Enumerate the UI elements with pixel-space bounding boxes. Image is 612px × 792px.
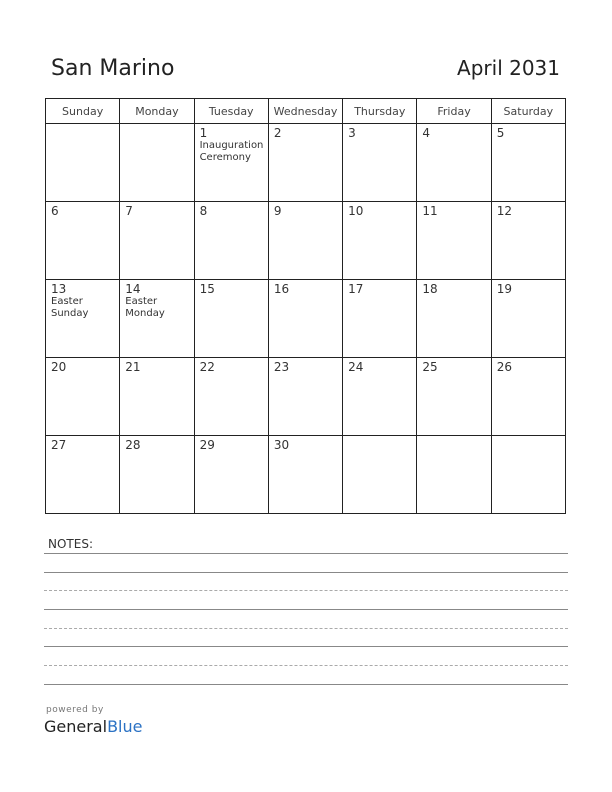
calendar-day-cell xyxy=(417,124,491,202)
calendar-day-cell xyxy=(417,280,491,358)
calendar-day-cell xyxy=(120,124,194,202)
day-cell-content xyxy=(417,124,490,142)
day-cell-content xyxy=(269,124,342,142)
day-cell-content xyxy=(492,436,565,440)
day-number: 11 xyxy=(422,204,438,218)
day-number: 7 xyxy=(125,204,133,218)
holiday-event: Ceremony xyxy=(199,152,251,163)
day-number: 24 xyxy=(348,360,364,374)
logo-text-general: General xyxy=(44,717,108,736)
calendar-day-cell xyxy=(268,280,342,358)
notes-line xyxy=(44,609,568,610)
notes-line xyxy=(44,590,568,591)
calendar-day-cell xyxy=(491,124,565,202)
day-number: 26 xyxy=(496,360,512,374)
day-cell-content xyxy=(492,280,565,298)
calendar-day-cell xyxy=(194,436,268,514)
notes-line xyxy=(44,553,568,554)
weekday-header: Thursday xyxy=(343,99,417,124)
powered-by-text: powered by xyxy=(46,705,104,715)
weekday-header: Monday xyxy=(120,99,194,124)
weekday-header: Friday xyxy=(417,99,491,124)
day-number: 12 xyxy=(496,204,512,218)
calendar-day-cell xyxy=(491,358,565,436)
calendar-day-cell xyxy=(343,436,417,514)
notes-label: NOTES: xyxy=(48,537,93,551)
day-number: 22 xyxy=(199,360,215,374)
calendar-week-row xyxy=(46,280,566,358)
day-cell-content xyxy=(195,358,268,376)
day-number: 8 xyxy=(199,204,208,218)
day-number: 23 xyxy=(273,360,290,374)
day-number: 14 xyxy=(125,282,141,296)
day-number: 13 xyxy=(51,282,67,296)
day-cell-content xyxy=(120,280,193,322)
calendar-day-cell xyxy=(268,436,342,514)
day-cell-content xyxy=(120,358,193,376)
calendar-day-cell xyxy=(120,202,194,280)
calendar-day-cell xyxy=(120,358,194,436)
calendar-day-cell xyxy=(417,436,491,514)
notes-line xyxy=(44,646,568,647)
calendar-day-cell xyxy=(268,358,342,436)
calendar-day-cell xyxy=(491,202,565,280)
day-number: 21 xyxy=(125,360,141,374)
day-cell-content xyxy=(120,436,193,454)
calendar-day-cell xyxy=(343,202,417,280)
day-cell-content xyxy=(492,124,565,142)
day-number: 27 xyxy=(51,438,67,452)
day-number: 2 xyxy=(273,126,282,140)
day-cell-content xyxy=(417,358,490,376)
day-number: 16 xyxy=(273,282,290,296)
day-cell-content xyxy=(343,280,416,298)
day-cell-content xyxy=(417,436,490,440)
weekday-header: Sunday xyxy=(46,99,120,124)
day-cell-content xyxy=(195,436,268,454)
day-cell-content xyxy=(46,124,119,128)
calendar-day-cell xyxy=(343,358,417,436)
day-number: 1 xyxy=(199,126,208,140)
notes-line xyxy=(44,665,568,666)
day-cell-content xyxy=(417,280,490,298)
day-cell-content xyxy=(195,124,268,166)
day-number: 3 xyxy=(348,126,356,140)
calendar-day-cell xyxy=(46,202,120,280)
notes-line xyxy=(44,572,568,573)
notes-line xyxy=(44,684,568,685)
calendar-country-title: San Marino xyxy=(51,56,175,81)
calendar-day-cell xyxy=(491,280,565,358)
calendar-day-cell xyxy=(194,358,268,436)
day-number: 28 xyxy=(125,438,141,452)
calendar-day-cell xyxy=(417,358,491,436)
day-number: 4 xyxy=(422,126,431,140)
day-number: 15 xyxy=(199,282,215,296)
calendar-day-cell xyxy=(194,124,268,202)
generalblue-logo xyxy=(44,717,142,736)
calendar-week-row xyxy=(46,124,566,202)
calendar-month-title: April 2031 xyxy=(457,56,560,80)
day-cell-content xyxy=(417,202,490,220)
calendar-day-cell xyxy=(417,202,491,280)
day-cell-content xyxy=(46,280,119,322)
calendar-day-cell xyxy=(491,436,565,514)
holiday-event: Easter xyxy=(51,296,83,307)
calendar-day-cell xyxy=(46,436,120,514)
calendar-day-cell xyxy=(46,280,120,358)
calendar-week-row xyxy=(46,436,566,514)
day-cell-content xyxy=(46,436,119,454)
day-number: 19 xyxy=(496,282,512,296)
calendar-week-row xyxy=(46,358,566,436)
day-cell-content xyxy=(343,358,416,376)
holiday-event: Inauguration xyxy=(199,140,264,151)
day-number: 6 xyxy=(51,204,59,218)
holiday-event: Monday xyxy=(125,308,165,319)
day-cell-content xyxy=(269,358,342,376)
notes-line xyxy=(44,628,568,629)
day-cell-content xyxy=(492,358,565,376)
calendar-day-cell xyxy=(343,280,417,358)
day-cell-content xyxy=(343,202,416,220)
day-number: 29 xyxy=(199,438,215,452)
calendar-day-cell xyxy=(268,202,342,280)
weekday-header-row xyxy=(46,99,566,124)
day-number: 25 xyxy=(422,360,438,374)
day-cell-content xyxy=(46,358,119,376)
holiday-event: Sunday xyxy=(51,308,89,319)
day-cell-content xyxy=(269,436,342,454)
holiday-event: Easter xyxy=(125,296,158,307)
calendar-day-cell xyxy=(46,358,120,436)
day-number: 9 xyxy=(273,204,282,218)
day-cell-content xyxy=(269,280,342,298)
weekday-header: Tuesday xyxy=(194,99,268,124)
day-cell-content xyxy=(120,202,193,220)
calendar-week-row xyxy=(46,202,566,280)
day-cell-content xyxy=(46,202,119,220)
day-number: 20 xyxy=(51,360,67,374)
day-cell-content xyxy=(492,202,565,220)
day-cell-content xyxy=(120,124,193,128)
calendar-day-cell xyxy=(343,124,417,202)
logo-text-blue: Blue xyxy=(107,717,143,736)
day-cell-content xyxy=(195,202,268,220)
calendar-day-cell xyxy=(46,124,120,202)
day-cell-content xyxy=(269,202,342,220)
weekday-header: Wednesday xyxy=(268,99,342,124)
day-number: 10 xyxy=(348,204,364,218)
day-cell-content xyxy=(195,280,268,298)
calendar-day-cell xyxy=(120,280,194,358)
day-cell-content xyxy=(343,436,416,440)
day-number: 17 xyxy=(348,282,364,296)
calendar-grid xyxy=(45,98,566,514)
day-number: 5 xyxy=(496,126,505,140)
calendar-day-cell xyxy=(268,124,342,202)
day-number: 18 xyxy=(422,282,438,296)
calendar-day-cell xyxy=(120,436,194,514)
calendar-day-cell xyxy=(194,202,268,280)
calendar-day-cell xyxy=(194,280,268,358)
day-cell-content xyxy=(343,124,416,142)
day-number: 30 xyxy=(273,438,290,452)
weekday-header: Saturday xyxy=(491,99,565,124)
